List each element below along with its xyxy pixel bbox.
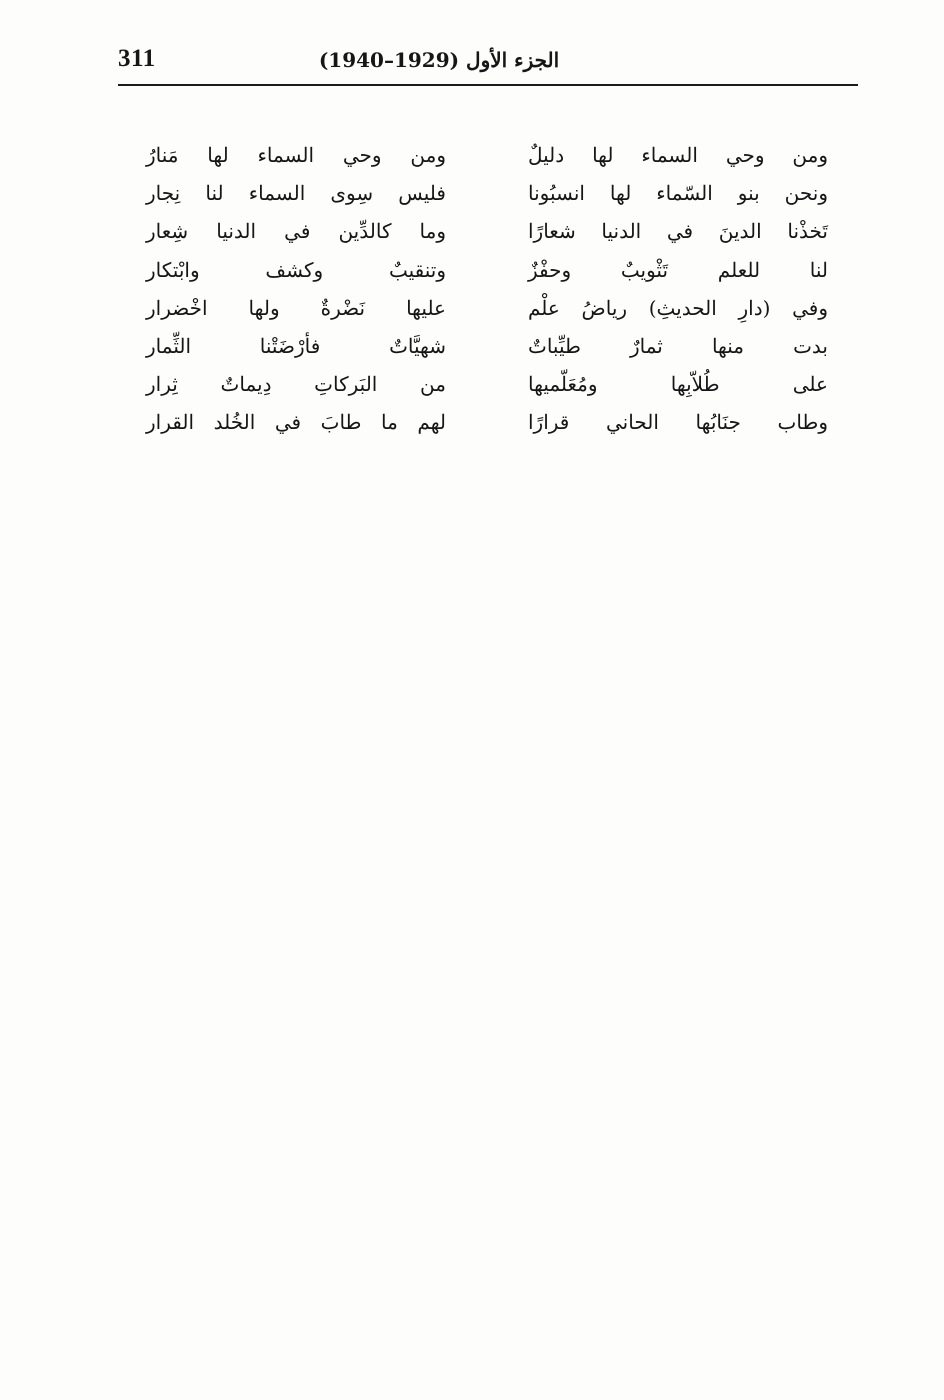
verse-line: ونحن بنو السّماء لها انسبُونا	[528, 181, 828, 206]
verse-line: ومن وحي السماء لها مَنارُ	[146, 143, 446, 167]
verse-line: لنا للعلم تَثْويبٌ وحفْزٌ	[528, 257, 828, 282]
page-header	[118, 40, 858, 86]
poem-right-column	[528, 136, 828, 442]
verse-line: بدت منها ثمارٌ طيِّباتٌ	[528, 333, 828, 358]
verse-line: وما كالدِّين في الدنيا شِعار	[146, 219, 446, 244]
verse-line: ومن وحي السماء لها دليلٌ	[528, 143, 828, 167]
page-number: 311	[118, 45, 156, 72]
verse-line: فليس سِوى السماء لنا نِجار	[146, 181, 446, 206]
verse-line: وفي (دارِ الحديثِ) رياضُ علْم	[528, 295, 828, 320]
verse-line: وتنقيبٌ وكشف وابْتكار	[146, 257, 446, 282]
verse-line: من البَركاتِ دِيماتٌ ثِرار	[146, 372, 446, 397]
poem-body	[146, 136, 828, 456]
poem-left-column	[146, 136, 446, 442]
verse-line: شهيَّاتٌ فأرْضَتْنا الثِّمار	[146, 333, 446, 358]
running-head: الجزء الأول (1929–1940)	[318, 48, 560, 72]
verse-line: عليها نَضْرةٌ ولها اخْضرار	[146, 295, 446, 320]
verse-line: على طُلاّبِها ومُعَلّميها	[528, 372, 828, 397]
verse-line: وطاب جنَابُها الحاني قرارًا	[528, 410, 828, 435]
verse-line: لهم ما طابَ في الخُلد القرار	[146, 410, 446, 435]
verse-line: تَخذْنا الدينَ في الدنيا شعارًا	[528, 219, 828, 244]
